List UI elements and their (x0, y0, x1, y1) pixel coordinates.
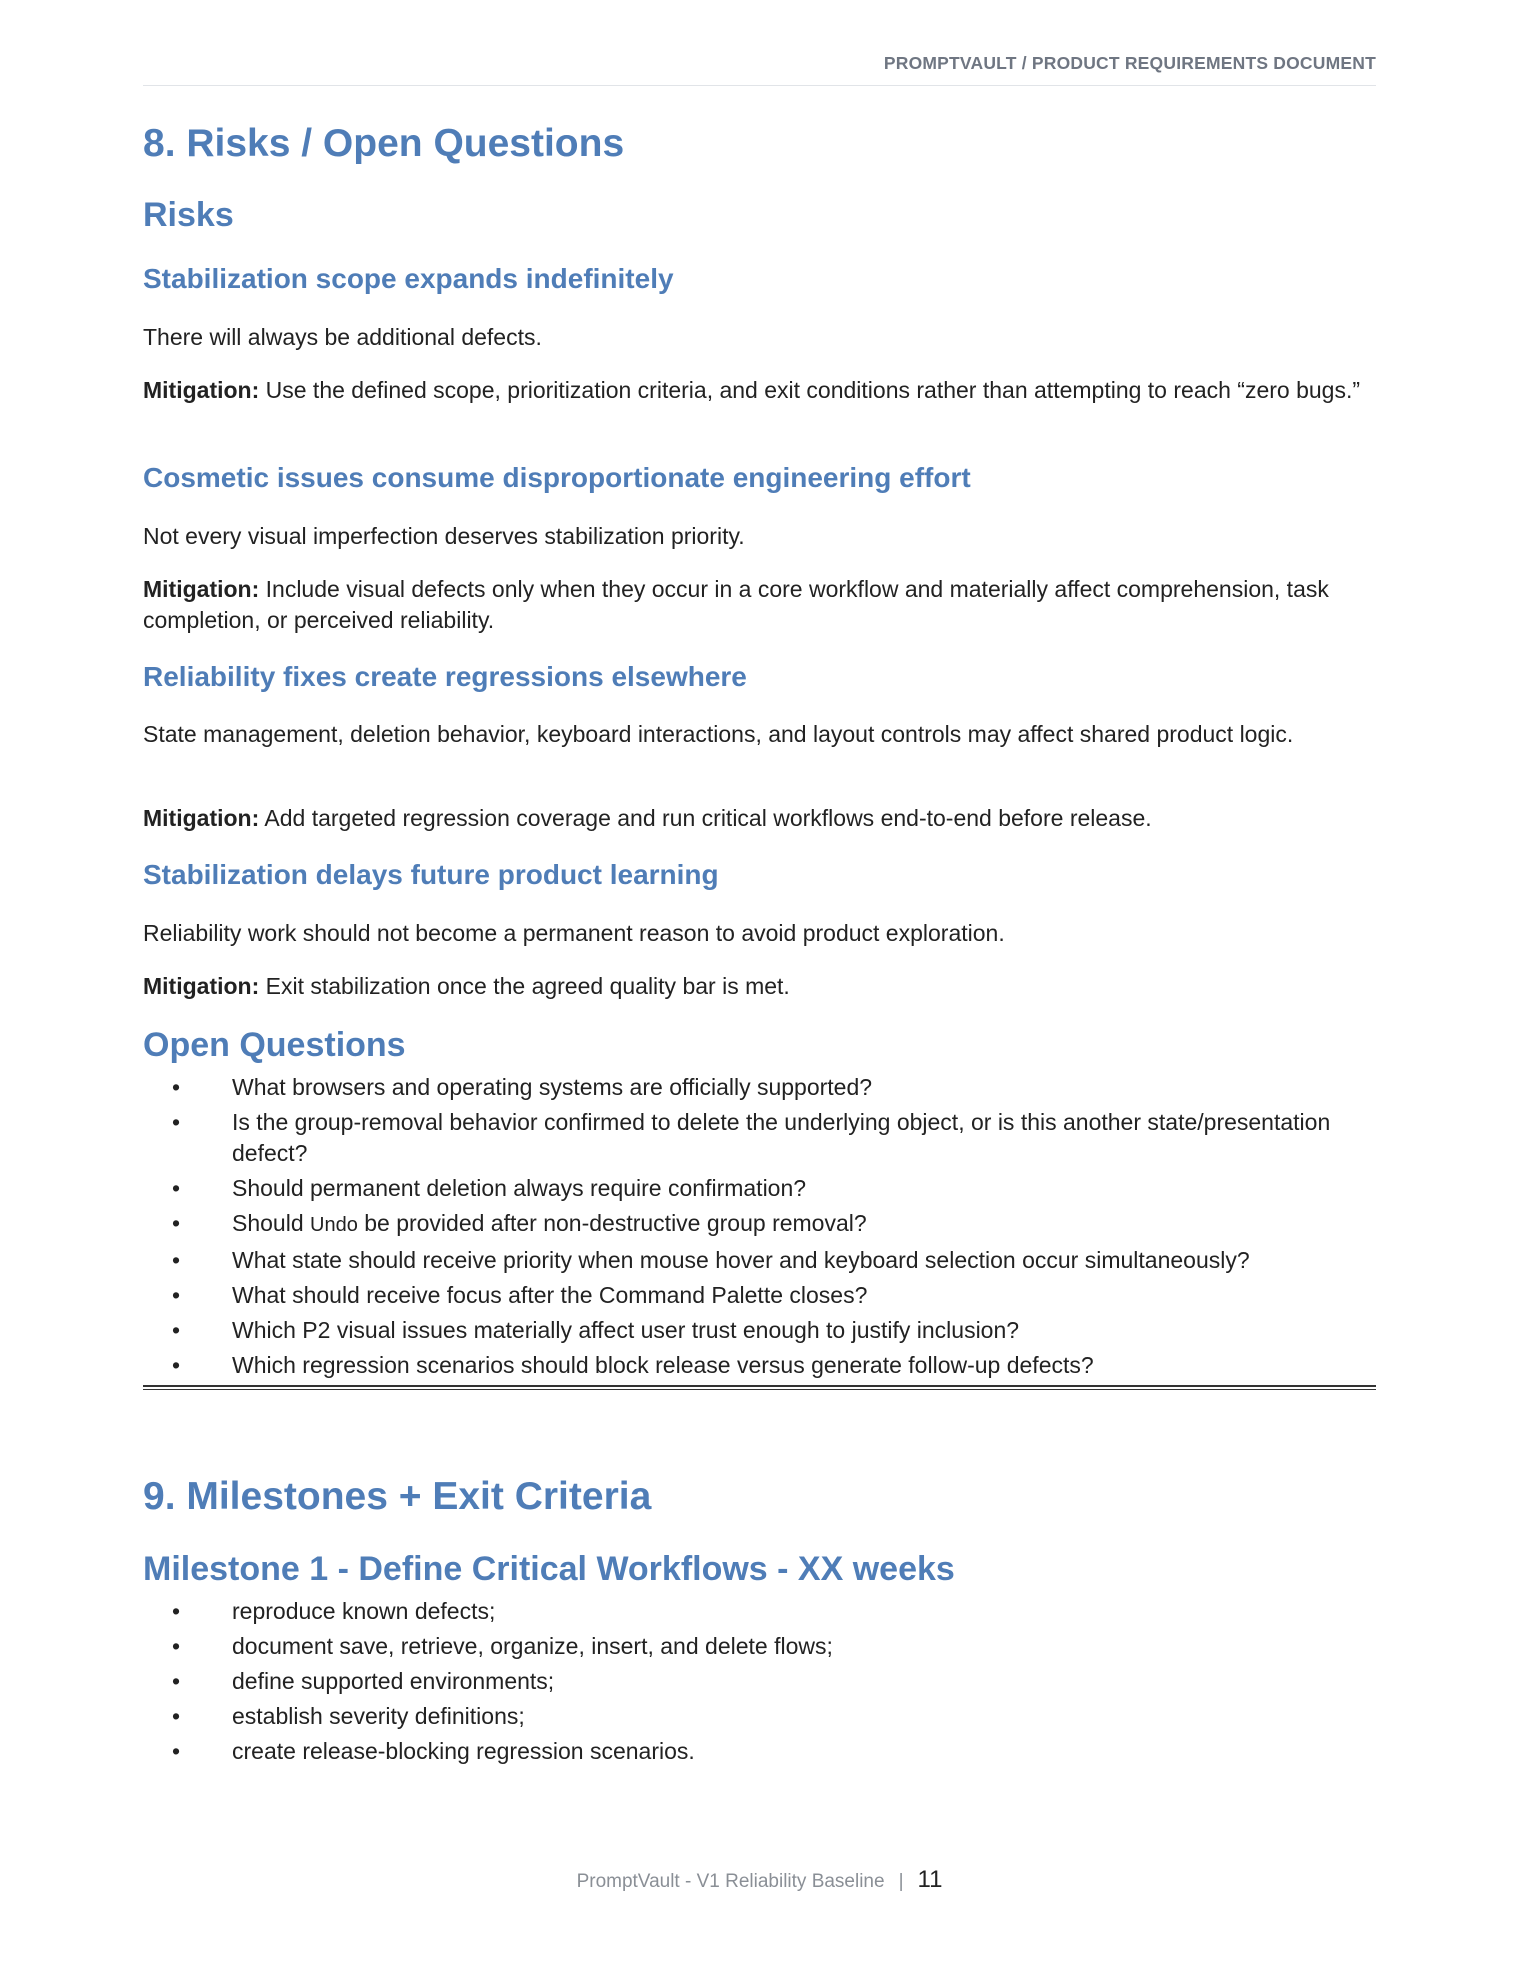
page-footer (143, 1866, 1376, 1894)
footer-doc-label: PromptVault - V1 Reliability Baseline (576, 1871, 885, 1892)
risk-3-title: Reliability fixes create regressions elsewhere (143, 661, 747, 692)
mitigation-label: Mitigation: (143, 377, 260, 403)
undo-term: Undo (310, 1214, 358, 1236)
risks-heading: Risks (143, 196, 234, 234)
list-item (143, 1208, 1376, 1241)
list-item-text: Should (232, 1210, 311, 1236)
section-8-title: 8. Risks / Open Questions (143, 122, 625, 165)
risk-1-title: Stabilization scope expands indefinitely (143, 263, 674, 294)
risk-4-mitigation (143, 971, 1376, 1002)
risk-2-mitigation (143, 574, 1376, 636)
milestone-1-title: Milestone 1 - Define Critical Workflows - XX weeks (143, 1550, 955, 1588)
page-number: 11 (917, 1866, 943, 1893)
risk-1-mitigation (143, 375, 1376, 406)
running-header: PROMPTVAULT / PRODUCT REQUIREMENTS DOCUMENT (143, 53, 1376, 86)
section-9-title: 9. Milestones + Exit Criteria (143, 1475, 652, 1518)
list-item: • Is the group-removal behavior confirmed to delete the underlying object, or is this another state/presentation defect? (143, 1107, 1376, 1169)
list-item: • What should receive focus after the Command Palette closes? (143, 1280, 1376, 1311)
mitigation-label: Mitigation: (143, 576, 260, 602)
footer-separator: | (898, 1871, 904, 1892)
mitigation-text: Add targeted regression coverage and run critical workflows end-to-end before release. (264, 805, 1152, 831)
risk-4-title: Stabilization delays future product learning (143, 859, 719, 890)
risk-2-title: Cosmetic issues consume disproportionate engineering effort (143, 462, 971, 493)
mitigation-label: Mitigation: (143, 973, 260, 999)
risk-3-body: State management, deletion behavior, keyboard interactions, and layout controls may affect shared product logic. (143, 721, 1294, 747)
list-item: • reproduce known defects; (143, 1596, 1376, 1627)
risk-2-body: Not every visual imperfection deserves stabilization priority. (143, 523, 745, 549)
section-divider (143, 1385, 1376, 1390)
list-item: • What browsers and operating systems are officially supported? (143, 1072, 1376, 1103)
list-item: • define supported environments; (143, 1666, 1376, 1697)
list-item: • Which P2 visual issues materially affect user trust enough to justify inclusion? (143, 1315, 1376, 1346)
list-item: • document save, retrieve, organize, insert, and delete flows; (143, 1631, 1376, 1662)
risk-1-body: There will always be additional defects. (143, 324, 542, 350)
list-item: • Should permanent deletion always require confirmation? (143, 1173, 1376, 1204)
milestone-1-list (143, 1596, 1376, 1771)
list-item: • What state should receive priority when mouse hover and keyboard selection occur simultaneously? (143, 1245, 1376, 1276)
list-item: • create release-blocking regression scenarios. (143, 1736, 1376, 1767)
mitigation-label: Mitigation: (143, 805, 260, 831)
list-item: • establish severity definitions; (143, 1701, 1376, 1732)
risk-4-body: Reliability work should not become a permanent reason to avoid product exploration. (143, 920, 1005, 946)
risk-3-mitigation (143, 803, 1376, 834)
open-questions-list (143, 1072, 1376, 1385)
list-item-text: be provided after non-destructive group removal? (357, 1210, 867, 1236)
list-item: • Which regression scenarios should block release versus generate follow-up defects? (143, 1350, 1376, 1381)
mitigation-text: Exit stabilization once the agreed quality bar is met. (265, 973, 790, 999)
open-questions-heading: Open Questions (143, 1026, 406, 1064)
mitigation-text: Use the defined scope, prioritization criteria, and exit conditions rather than attempting to reach “zero bugs.” (265, 377, 1361, 403)
mitigation-text: Include visual defects only when they occur in a core workflow and materially affect comprehension, task completion, or perceived reliability. (143, 576, 1329, 633)
